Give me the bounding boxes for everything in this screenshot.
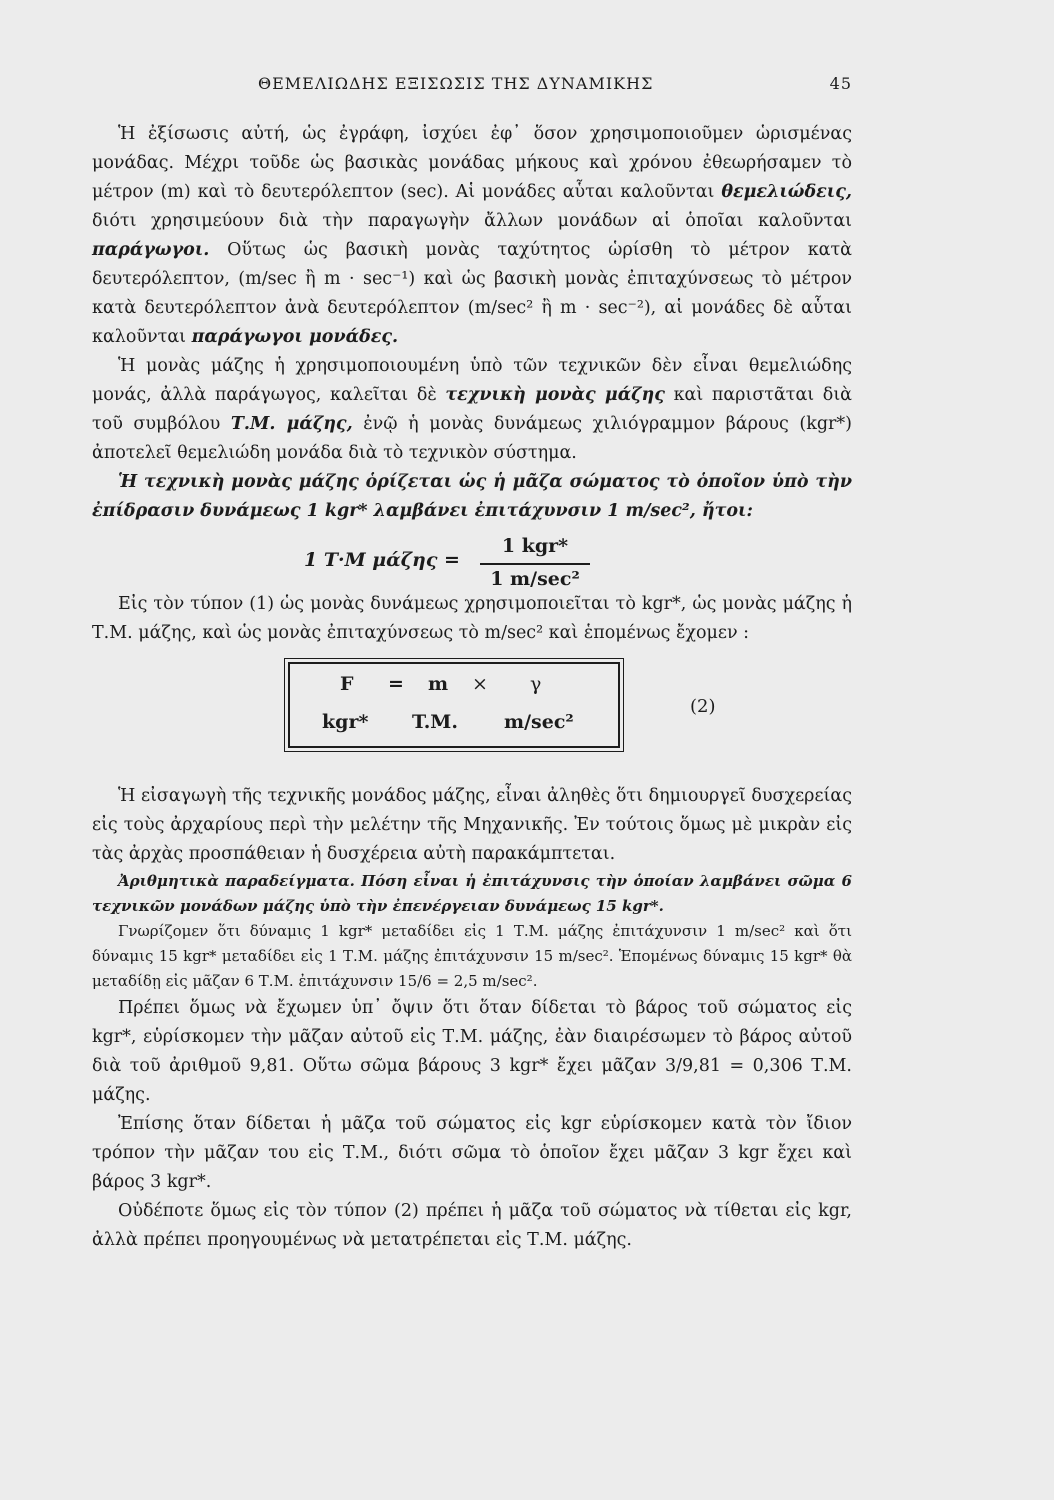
- chapter-title: ΘΕΜΕΛΙΩΔΗΣ ΕΞΙΣΩΣΙΣ ΤΗΣ ΔΥΝΑΜΙΚΗΣ: [258, 74, 654, 93]
- formula-1-lhs: 1 T·M μάζης =: [304, 549, 460, 571]
- paragraph-mass-unit: [92, 352, 852, 468]
- emphasis-derived-units: παράγωγοι μονάδες.: [191, 327, 399, 347]
- symbol-times: ×: [472, 673, 488, 695]
- emphasis-symbol: Τ.Μ. μάζης,: [230, 414, 353, 434]
- example-answer: Γνωρίζομεν ὅτι δύναμις 1 kgr* μεταδίδει εἰς 1 Τ.Μ. μάζης ἐπιτάχυνσιν 1 m/sec² καὶ ὅτι δύναμις 15 kgr* μεταδίδει εἰς 1 Τ.Μ. μάζης ἐπιτάχυνσιν 15 m/sec². Ἑπομένως δύναμις 15 kgr* θὰ μεταδίδῃ εἰς μᾶζαν 6 Τ.Μ. ἐπιτάχυνσιν 15/6 = 2,5 m/sec².: [92, 922, 852, 990]
- symbol-F: F: [340, 673, 354, 695]
- symbol-gamma: γ: [530, 673, 542, 695]
- formula-1-denominator: 1 m/sec²: [490, 568, 580, 590]
- formula-1-fraction: [480, 532, 590, 594]
- formula-1-numerator: 1 kgr*: [480, 532, 590, 565]
- text-run: Οὕτως ὡς βασικὴ μονὰς ταχύτητος ὡρίσθη τὸ μέτρον κατὰ δευτερόλεπτον, (m/sec ἢ m · sec⁻¹) καὶ ὡς βασικὴ μονὰς ἐπιταχύνσεως τὸ μέτρον κατὰ δευτερόλεπτον ἀνὰ δευτερόλεπτον (m/sec² ἢ m · sec⁻²), αἱ μονάδες δὲ αὗται καλοῦνται: [92, 240, 852, 347]
- page-body: [92, 120, 852, 1255]
- unit-acceleration: m/sec²: [504, 711, 574, 733]
- symbol-m: m: [428, 673, 449, 695]
- text-run: Ἡ μονὰς μάζης ἡ χρησιμοποιουμένη ὑπὸ τῶν τεχνικῶν δὲν εἶναι θεμελιώδης μονάς, ἀλλὰ παράγωγος, καλεῖται δὲ: [92, 356, 852, 405]
- paragraph-weight: Πρέπει ὅμως νὰ ἔχωμεν ὑπ᾿ ὄψιν ὅτι ὅταν δίδεται τὸ βάρος τοῦ σώματος εἰς kgr*, εὑρίσκομεν τὴν μᾶζαν αὐτοῦ εἰς Τ.Μ. μάζης, ἐὰν διαιρέσωμεν τὸ βάρος αὐτοῦ διὰ τοῦ ἀριθμοῦ 9,81. Οὕτω σῶμα βάρους 3 kgr* ἔχει μᾶζαν 3/9,81 = 0,306 Τ.Μ. μάζης.: [92, 998, 852, 1105]
- definition: Ἡ τεχνικὴ μονὰς μάζης ὁρίζεται ὡς ἡ μᾶζα σώματος τὸ ὁποῖον ὑπὸ τὴν ἐπίδρασιν δυνάμεως 1 kgr* λαμβάνει ἐπιτάχυνσιν 1 m/sec², ἤτοι:: [92, 472, 852, 521]
- symbol-equals: =: [388, 673, 404, 695]
- page-number: 45: [829, 74, 852, 93]
- emphasis-technical-unit: τεχνικὴ μονὰς μάζης: [445, 385, 665, 405]
- emphasis-fundamental: θεμελιώδεις,: [721, 182, 852, 202]
- example-question: Πόση εἶναι ἡ ἐπιτάχυνσις τὴν ὁποίαν λαμβάνει σῶμα 6 τεχνικῶν μονάδων μάζης ὑπὸ τὴν ἐπενέργειαν δυνάμεως 15 kgr*.: [92, 872, 852, 915]
- text-run: ἐνῷ ἡ μονὰς δυνάμεως χιλιόγραμμον βάρους (kgr*) ἀποτελεῖ θεμελιώδη μονάδα διὰ τὸ τεχνικὸν σύστημα.: [92, 414, 852, 463]
- paragraph-difficulty: Ἡ εἰσαγωγὴ τῆς τεχνικῆς μονάδος μάζης, εἶναι ἀληθὲς ὅτι δημιουργεῖ δυσχερείας εἰς τοὺς ἀρχαρίους περὶ τὴν μελέτην τῆς Μηχανικῆς. Ἐν τούτοις ὅμως μὲ μικρὰν εἰς τὰς ἀρχὰς προσπάθειαν ἡ δυσχέρεια αὐτὴ παρακάμπτεται.: [92, 786, 852, 864]
- emphasis-derived: παράγωγοι.: [92, 240, 210, 260]
- unit-force: kgr*: [322, 711, 369, 733]
- paragraph-formula-1: Εἰς τὸν τύπον (1) ὡς μονὰς δυνάμεως χρησιμοποιεῖται τὸ kgr*, ὡς μονὰς μάζης ἡ Τ.Μ. μάζης, καὶ ὡς μονὰς ἐπιταχύνσεως τὸ m/sec² καὶ ἑπομένως ἔχομεν :: [92, 594, 852, 643]
- formula-1: [92, 532, 852, 590]
- boxed-equation: [92, 662, 852, 782]
- example-label: Ἀριθμητικὰ παραδείγματα.: [118, 872, 355, 890]
- example-heading: [92, 869, 852, 919]
- equation-box: [288, 662, 620, 748]
- equation-number: (2): [690, 696, 716, 717]
- paragraph-never: Οὐδέποτε ὅμως εἰς τὸν τύπον (2) πρέπει ἡ μᾶζα τοῦ σώματος νὰ τίθεται εἰς kgr, ἀλλὰ πρέπει προηγουμένως νὰ μετατρέπεται εἰς Τ.Μ. μάζης.: [92, 1201, 852, 1250]
- unit-mass: T.M.: [412, 711, 458, 733]
- text-run: καὶ παριστᾶται διὰ τοῦ συμβόλου: [92, 385, 852, 434]
- text-run: Ἡ ἐξίσωσις αὐτή, ὡς ἐγράφη, ἰσχύει ἐφ᾿ ὅσον χρησιμοποιοῦμεν ὡρισμένας μονάδας. Μέχρι τοῦδε ὡς βασικὰς μονάδας μήκους καὶ χρόνου ἐθεωρήσαμεν τὸ μέτρον (m) καὶ τὸ δευτερόλεπτον (sec). Αἱ μονάδες αὗται καλοῦνται: [92, 124, 852, 202]
- paragraph-units: [92, 120, 852, 352]
- paragraph-mass: Ἐπίσης ὅταν δίδεται ἡ μᾶζα τοῦ σώματος εἰς kgr εὑρίσκομεν κατὰ τὸν ἴδιον τρόπον τὴν μᾶζαν του εἰς Τ.Μ., διότι σῶμα τὸ ὁποῖον ἔχει μᾶζαν 3 kgr ἔχει καὶ βάρος 3 kgr*.: [92, 1114, 852, 1192]
- text-run: διότι χρησιμεύουν διὰ τὴν παραγωγὴν ἄλλων μονάδων αἱ ὁποῖαι καλοῦνται: [92, 211, 852, 231]
